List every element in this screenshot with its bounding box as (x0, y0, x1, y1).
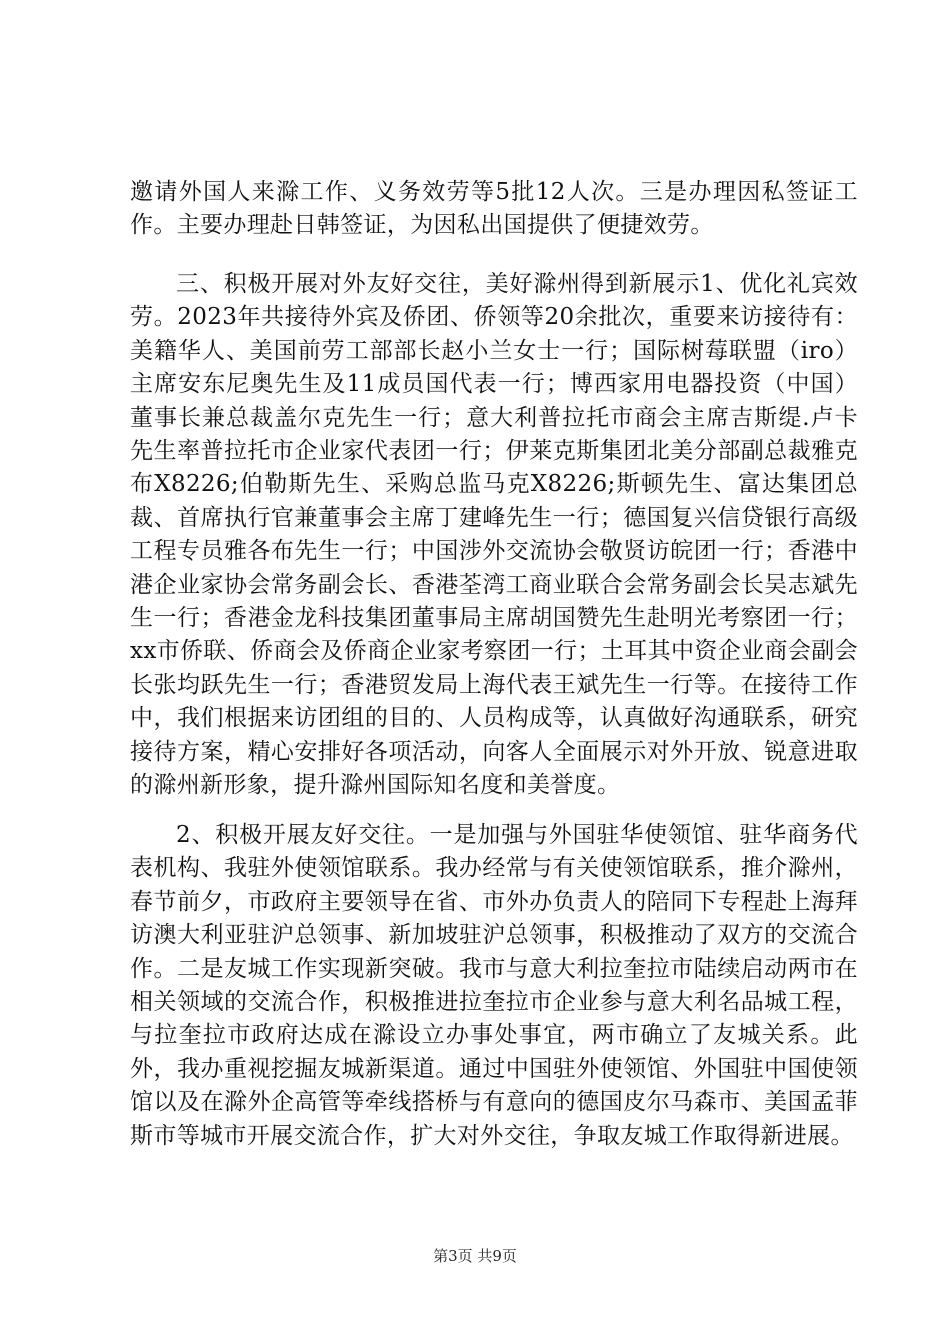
paragraph-foreign-exchanges: 三、积极开展对外友好交往，美好滁州得到新展示1、优化礼宾效劳。2023年共接待外宾及侨团、侨领等20余批次，重要来访接待有：美籍华人、美国前劳工部部长赵小兰女士一行；国际树莓联盟（iro）主席安东尼奥先生及11成员国代表一行；博西家用电器投资（中国）董事长兼总裁盖尔克先生一行；意大利普拉托市商会主席吉斯缇.卢卡先生率普拉托市企业家代表团一行；伊莱克斯集团北美分部副总裁雅克布X8226;伯勒斯先生、采购总监马克X8226;斯顿先生、富达集团总裁、首席执行官兼董事会主席丁建峰先生一行；德国复兴信贷银行高级工程专员雅各布先生一行；中国涉外交流协会敬贤访皖团一行；香港中港企业家协会常务副会长、香港荃湾工商业联合会常务副会长吴志斌先生一行；香港金龙科技集团董事局主席胡国赞先生赴明光考察团一行；xx市侨联、侨商会及侨商企业家考察团一行；土耳其中资企业商会副会长张均跃先生一行；香港贸发局上海代表王斌先生一行等。在接待工作中，我们根据来访团组的目的、人员构成等，认真做好沟通联系，研究接待方案，精心安排好各项活动，向客人全面展示对外开放、锐意进取的滁州新形象，提升滁州国际知名度和美誉度。 (130, 271, 858, 799)
paragraph-friendly-relations: 2、积极开展友好交往。一是加强与外国驻华使领馆、驻华商务代表机构、我驻外使领馆联系。我办经常与有关使领馆联系，推介滁州，春节前夕，市政府主要领导在省、市外办负责人的陪同下专程赴上海拜访澳大利亚驻沪总领事、新加坡驻沪总领事，积极推动了双方的交流合作。二是友城工作实现新突破。我市与意大利拉奎拉市陆续启动两市在相关领域的交流合作，积极推进拉奎拉市企业参与意大利名品城工程，与拉奎拉市政府达成在滁设立办事处事宜，两市确立了友城关系。此外，我办重视挖掘友城新渠道。通过中国驻外使领馆、外国驻中国使领馆以及在滁外企高管等牵线搭桥与有意向的德国皮尔马森市、美国孟菲斯市等城市开展交流合作，扩大对外交往，争取友城工作取得新进展。 (130, 822, 858, 1149)
paragraph-visa-services: 邀请外国人来滁工作、义务效劳等5批12人次。三是办理因私签证工作。主要办理赴日韩签证，为因私出国提供了便捷效劳。 (130, 179, 858, 239)
page-number-footer: 第3页 共9页 (433, 1247, 517, 1265)
